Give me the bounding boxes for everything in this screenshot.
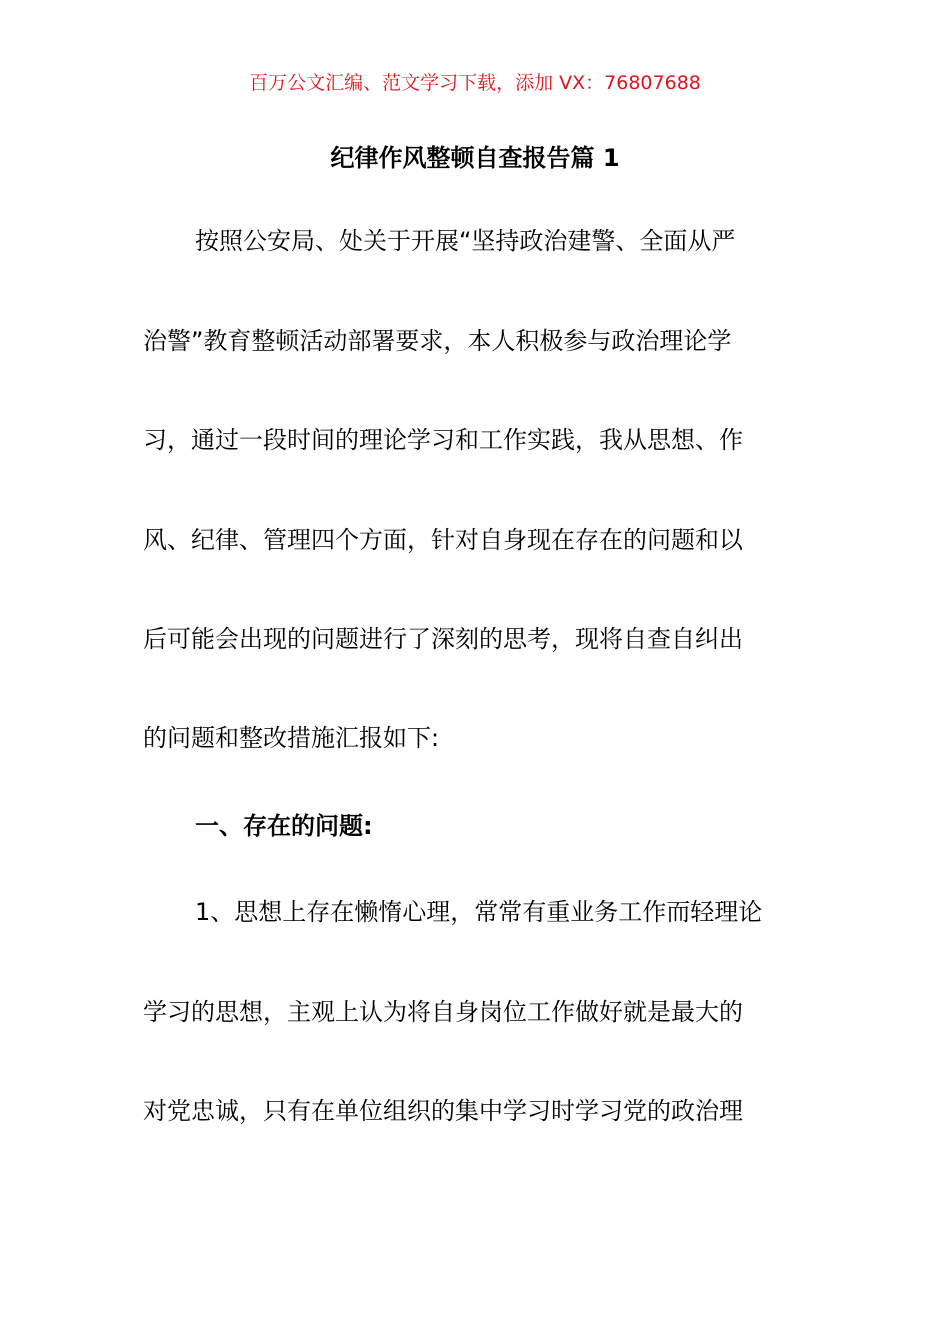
paragraph-line: 学习的思想，主观上认为将自身岗位工作做好就是最大的 — [143, 998, 743, 1026]
paragraph-line: 对党忠诚，只有在单位组织的集中学习时学习党的政治理 — [143, 1097, 743, 1125]
paragraph-line: 按照公安局、处关于开展“坚持政治建警、全面从严 — [195, 227, 736, 255]
paragraph-line: 风、纪律、管理四个方面，针对自身现在存在的问题和以 — [143, 526, 743, 554]
paragraph-line: 后可能会出现的问题进行了深刻的思考，现将自查自纠出 — [143, 625, 743, 653]
paragraph-line: 1、思想上存在懒惰心理，常常有重业务工作而轻理论 — [195, 898, 763, 926]
document-title: 纪律作风整顿自查报告篇 1 — [330, 144, 620, 172]
paragraph-line: 的问题和整改措施汇报如下: — [143, 724, 440, 752]
watermark-header: 百万公文汇编、范文学习下载，添加 VX：76807688 — [249, 72, 701, 94]
paragraph-line: 治警”教育整顿活动部署要求，本人积极参与政治理论学 — [143, 327, 732, 355]
section-heading: 一、存在的问题: — [195, 812, 373, 840]
paragraph-line: 习，通过一段时间的理论学习和工作实践，我从思想、作 — [143, 426, 743, 454]
